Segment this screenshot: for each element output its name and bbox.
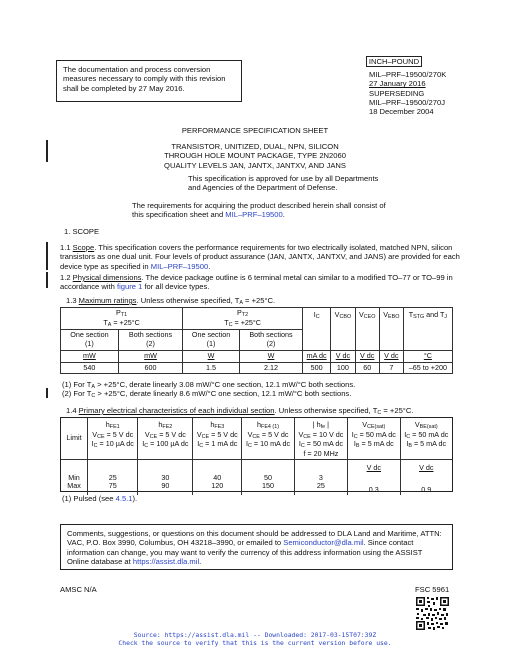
section-end: for all device types.: [142, 282, 210, 292]
header-pt1: PT1 TA = +25°C: [61, 308, 183, 330]
document-date: 27 January 2016: [369, 79, 426, 89]
comments-text: . Since contact information can change, you may want to verify the currency of this address information using the ASSIST Online database at: [67, 538, 423, 566]
vbe-sat-values: V dc 0.9: [400, 459, 452, 495]
sheet-title: PERFORMANCE SPECIFICATION SHEET: [181, 126, 329, 135]
approval-statement: [188, 174, 378, 193]
value-cell: 500: [303, 362, 331, 374]
section-end: .: [208, 261, 211, 271]
section-1-4: [66, 406, 413, 417]
table-row: [61, 418, 452, 459]
section-1-1: [60, 243, 460, 271]
unit-cell: V dc: [331, 350, 355, 362]
header-tstg: TSTG and TJ: [403, 308, 452, 351]
unit-cell: W: [183, 350, 240, 362]
mil-prf-19500-link[interactable]: MIL–PRF–19500: [150, 261, 209, 271]
value-cell: 60: [355, 362, 379, 374]
section-title: Maximum ratings: [78, 296, 137, 305]
unit-cell: V dc: [355, 350, 379, 362]
value-cell: 1.5: [183, 362, 240, 374]
header-vcbo: VCBO: [331, 308, 355, 351]
comments-text: .: [199, 556, 202, 566]
revision-notice-box: [56, 60, 242, 102]
unit-cell: mW: [61, 350, 119, 362]
value-cell: 7: [379, 362, 403, 374]
section-1-2: [60, 273, 460, 292]
header-vebo: VEBO: [379, 308, 403, 351]
section-number: 1.1: [60, 243, 73, 252]
measurement-system-label: INCH–POUND: [368, 57, 420, 66]
section-end: = +25°C.: [242, 296, 276, 305]
previous-document-date: 18 December 2004: [369, 107, 434, 116]
section-title: Scope: [72, 243, 95, 252]
requirements-line-1: The requirements for acquiring the product described herein shall consist of: [132, 201, 386, 210]
header-ic: IC: [303, 308, 331, 351]
approval-line-2: and Agencies of the Department of Defense.: [188, 183, 338, 193]
section-end: = +25°C.: [381, 406, 414, 415]
header-vce-sat: VCE(sat) IC = 50 mA dc IB = 5 mA dc: [348, 418, 400, 459]
revision-notice-text: The documentation and process conversion measures necessary to comply with this revision shall be completed by 27 May 2016.: [63, 65, 226, 93]
title-line-3: QUALITY LEVELS JAN, JANTX, JANTXV, AND JANS: [164, 160, 346, 170]
header-hfe1: hFE1 VCE = 5 V dc IC = 10 µA dc: [88, 418, 138, 459]
figure-1-link[interactable]: figure 1: [116, 282, 143, 292]
hfe3-values: 40 120: [193, 459, 242, 495]
measurement-system-badge: [366, 56, 422, 67]
previous-document-id: MIL–PRF–19500/270J: [369, 97, 445, 107]
comments-box: [60, 524, 453, 570]
value-cell: 100: [331, 362, 355, 374]
subscript: A: [239, 300, 243, 306]
section-4-5-1-link[interactable]: 4.5.1: [115, 494, 133, 503]
electrical-characteristics-table: [60, 417, 453, 495]
requirements-statement: [132, 201, 386, 220]
unit-cell: °C: [403, 350, 452, 362]
vce-sat-values: V dc 0.3: [348, 459, 400, 495]
section-number: 1.4: [66, 406, 79, 415]
mil-prf-19500-link[interactable]: MIL–PRF–19500: [225, 210, 283, 220]
superseding-label: SUPERSEDING: [369, 88, 425, 98]
subscript: C: [377, 410, 382, 416]
hfe4-values: 50 150: [242, 459, 294, 495]
unit-cell: mA dc: [303, 350, 331, 362]
qr-code-graphic: [415, 596, 450, 631]
assist-link[interactable]: https://assist.dla.mil: [132, 556, 200, 566]
unit-cell: W: [239, 350, 302, 362]
header-hfe4: hFE4 (1) VCE = 5 V dc IC = 10 mA dc: [242, 418, 294, 459]
pulsed-note: (1) Pulsed (see 4.5.1).: [62, 494, 138, 503]
value-cell: 540: [61, 362, 119, 374]
verify-line: Check the source to verify that this is the current version before use.: [118, 638, 392, 647]
comments-text: Comments, suggestions, or questions on this document should be addressed to DLA Land and Maritime, ATTN: VAC, P.O. Box 3990, Columbus, OH 43218–3990, or emailed to: [67, 529, 442, 548]
one-section-header: One section (1): [61, 330, 119, 351]
table-row: [61, 308, 453, 330]
change-bar: [46, 388, 48, 398]
document-title: [0, 142, 510, 170]
limit-header: Limit: [61, 418, 88, 459]
both-sections-header: Both sections (2): [118, 330, 182, 351]
document-identifier-block: [369, 70, 446, 116]
document-id: MIL–PRF–19500/270K: [369, 70, 447, 79]
unit-cell: mW: [118, 350, 182, 362]
requirements-text: this specification sheet and: [132, 210, 226, 220]
qr-code-icon[interactable]: [414, 595, 451, 632]
download-source-line: [0, 632, 510, 648]
section-title: Primary electrical characteristics of each individual section: [78, 406, 275, 415]
section-1-3: [66, 296, 275, 307]
change-bar: [46, 272, 48, 288]
section-number: 1.3: [66, 296, 79, 305]
limit-labels: Min Max: [61, 459, 88, 495]
title-line-1: TRANSISTOR, UNITIZED, DUAL, NPN, SILICON: [171, 142, 339, 151]
source-line: Source: https://assist.dla.mil -- Downloaded: 2017-03-15T07:39Z: [133, 631, 377, 639]
header-hfe-magnitude: | hfe | VCE = 10 V dc IC = 50 mA dc f = 20 MHz: [294, 418, 347, 459]
title-line-2: THROUGH HOLE MOUNT PACKAGE, TYPE 2N2060: [164, 151, 346, 161]
requirements-period: .: [282, 210, 285, 220]
header-vbe-sat: VBE(sat) IC = 50 mA dc IB = 5 mA dc: [400, 418, 452, 459]
section-text: . The device package outline is 6 terminal metal can similar to a modified TO–77 or TO–99 in accordance with: [60, 273, 453, 292]
hfe-magnitude-values: 3 25: [294, 459, 347, 495]
section-number: 1.2: [60, 273, 73, 282]
approval-line-1: This specification is approved for use by all Departments: [188, 174, 379, 183]
value-cell: 2.12: [239, 362, 302, 374]
table-note-2: (2) For TC > +25°C, derate linearly 8.6 mW/°C one section, 12.1 mW/°C both sections.: [62, 389, 352, 399]
maximum-ratings-table: [60, 307, 453, 374]
table-row: [61, 350, 453, 362]
header-hfe3: hFE3 VCE = 5 V dc IC = 1 mA dc: [193, 418, 242, 459]
both-sections-header: Both sections (2): [239, 330, 302, 351]
table-row: [61, 362, 453, 374]
section-text: . Unless otherwise specified, T: [274, 406, 378, 415]
section-text: . This specification covers the performance requirements for two electrically isolated, matched NPN, silicon transistors as one dual unit. Four levels of product assurance (JAN, JANTX, JANTXV, and JANS) are provided for each device type as specified in: [60, 243, 460, 271]
header-hfe2: hFE2 VCE = 5 V dc IC = 100 µA dc: [138, 418, 193, 459]
unit-cell: V dc: [379, 350, 403, 362]
value-cell: –65 to +200: [403, 362, 452, 374]
amsc-label: AMSC N/A: [60, 585, 97, 594]
hfe2-values: 30 90: [138, 459, 193, 495]
section-title: Physical dimensions: [72, 273, 142, 282]
value-cell: 600: [118, 362, 182, 374]
section-text: . Unless otherwise specified, T: [136, 296, 240, 305]
hfe1-values: 25 75: [88, 459, 138, 495]
header-pt2: PT2 TC = +25°C: [183, 308, 303, 330]
table-note-1: (1) For TA > +25°C, derate linearly 3.08 mW/°C one section, 12.1 mW/°C both sections.: [62, 380, 356, 390]
requirements-line-2: [132, 210, 386, 219]
scope-heading: 1. SCOPE: [64, 227, 100, 236]
fsc-label: FSC 5961: [415, 585, 450, 594]
change-bar: [46, 242, 48, 270]
table-row: [61, 459, 452, 495]
one-section-header: One section (1): [183, 330, 240, 351]
email-link[interactable]: Semiconductor@dla.mil: [283, 538, 364, 548]
header-vceo: VCEO: [355, 308, 379, 351]
